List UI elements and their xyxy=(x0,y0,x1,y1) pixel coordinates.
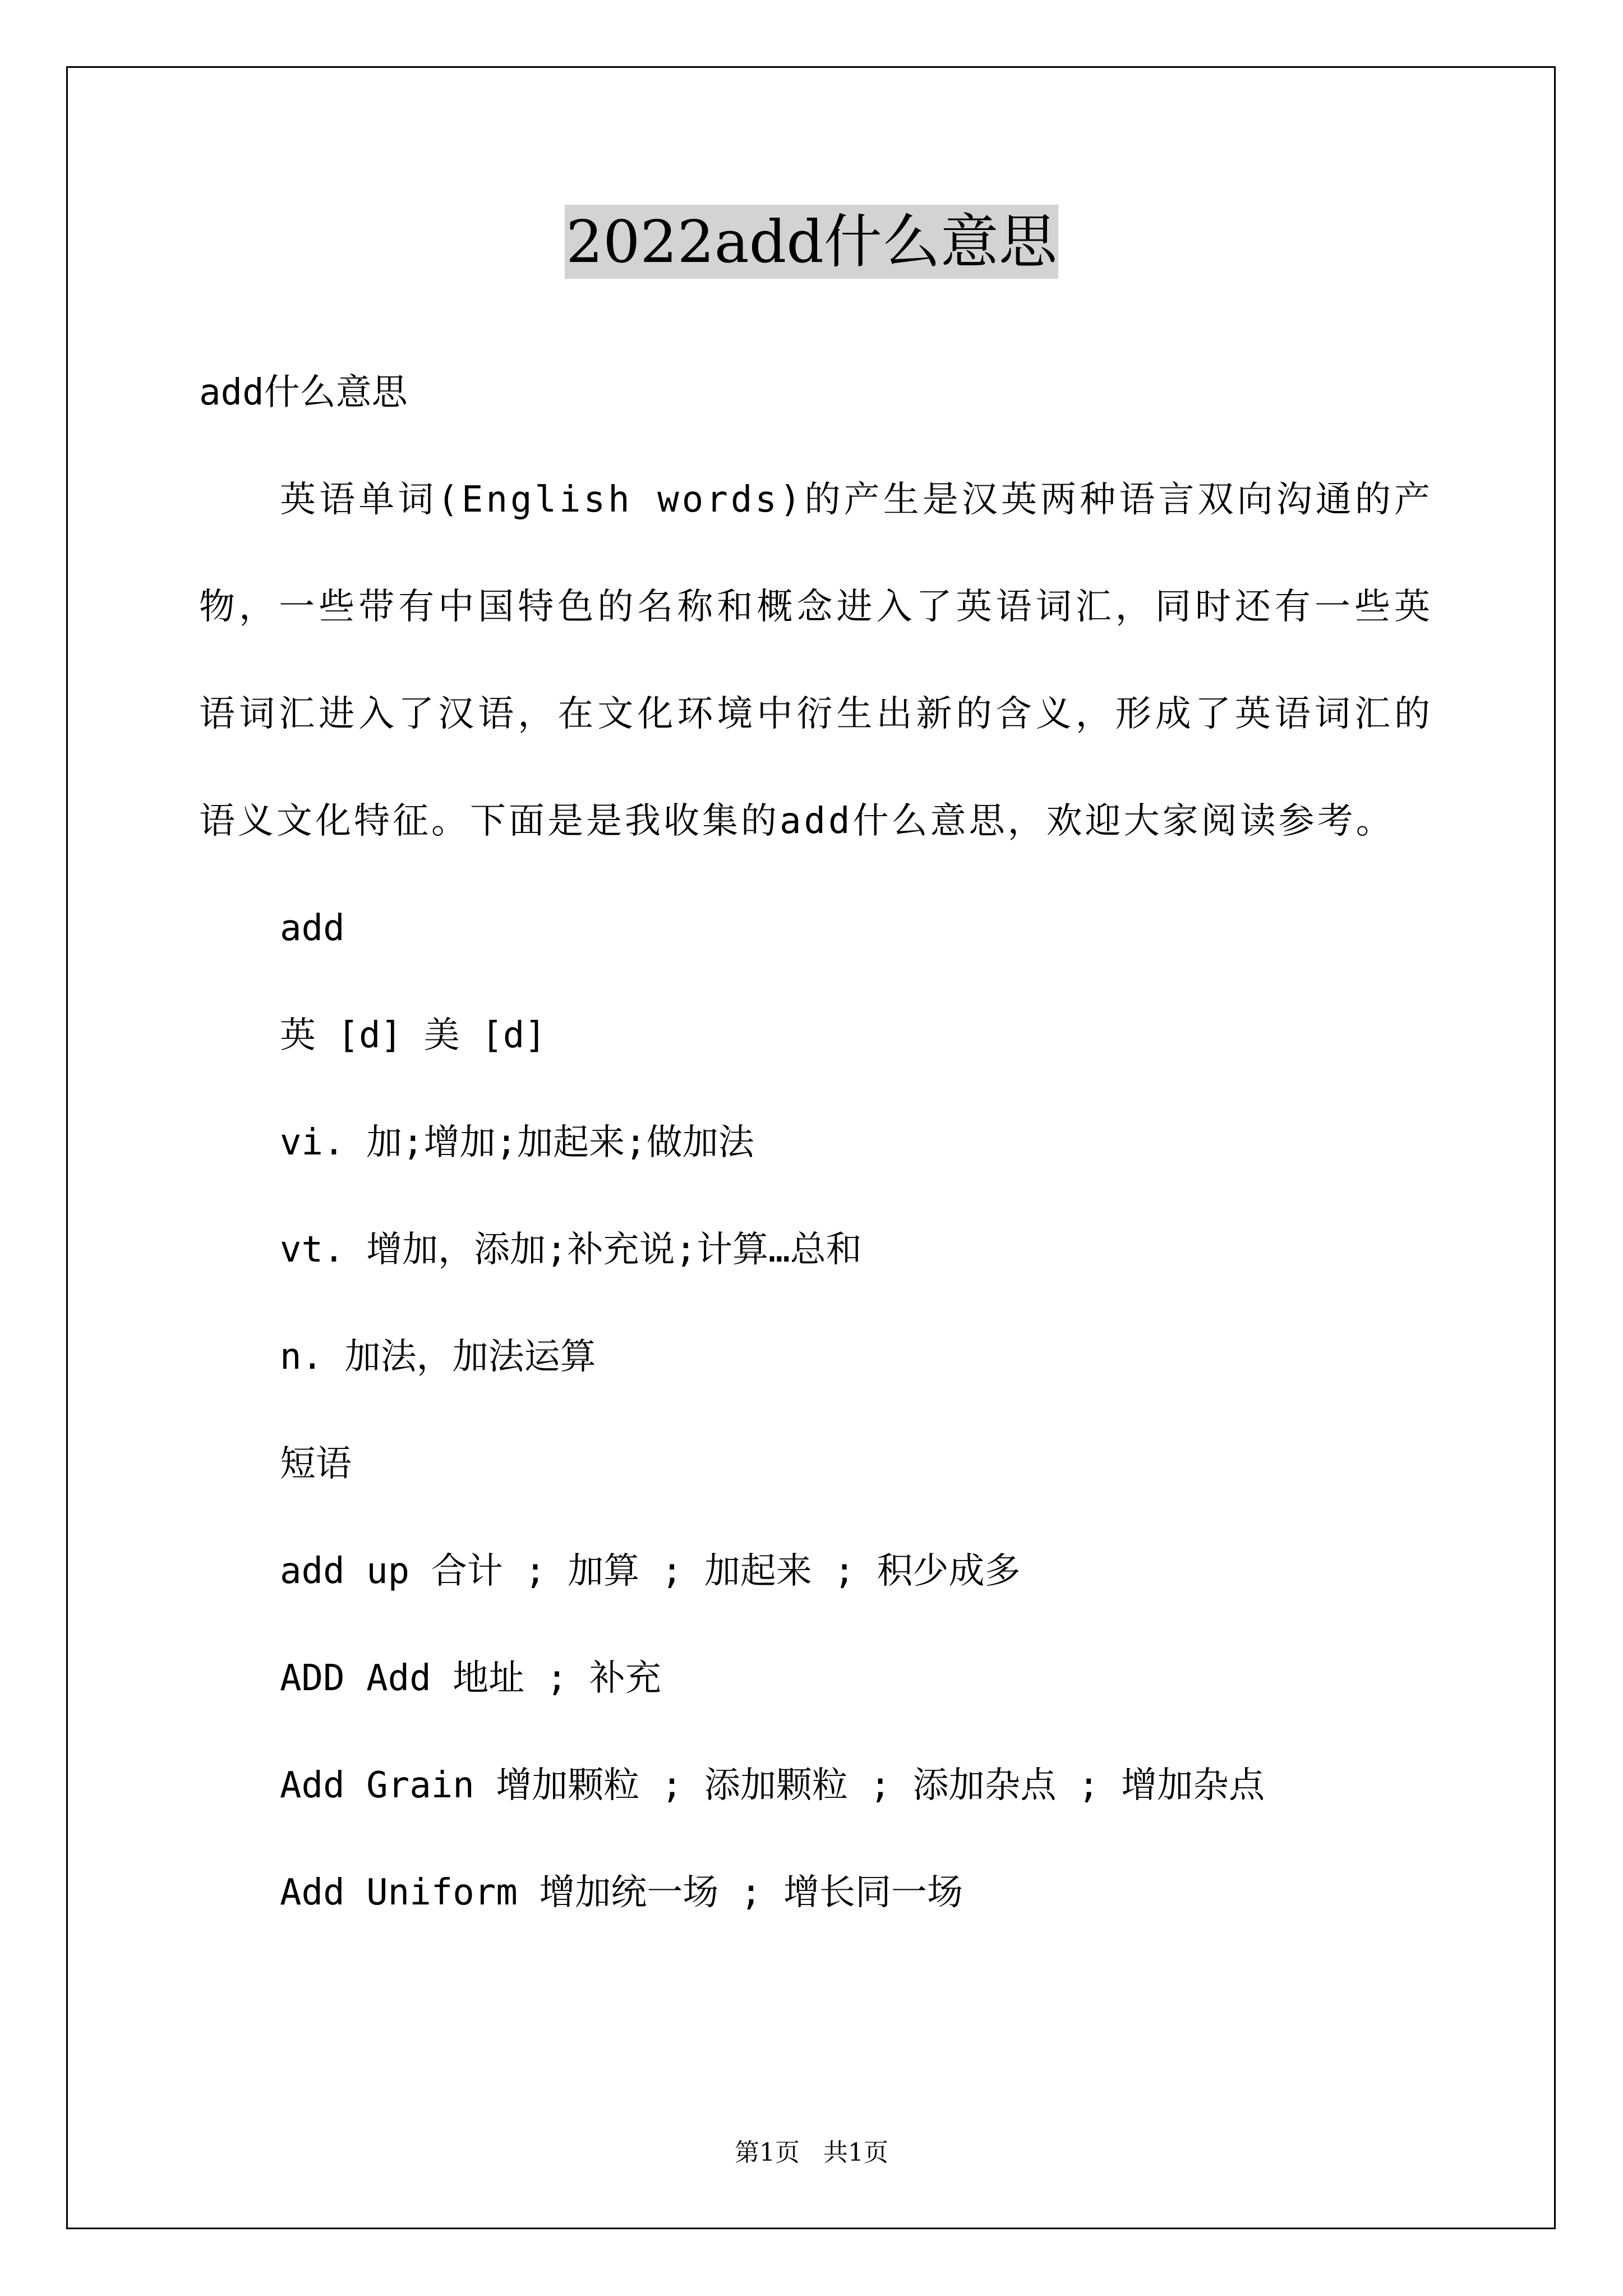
definition-vt: vt. 增加，添加;补充说;计算…总和 xyxy=(280,1229,862,1271)
phrase-item: ADD Add 地址 ; 补充 xyxy=(280,1658,661,1699)
title-container xyxy=(0,205,1623,279)
headword: add xyxy=(280,908,345,949)
page-footer: 第1页 共1页 xyxy=(735,2138,888,2167)
phrases-heading: 短语 xyxy=(280,1443,352,1485)
subtitle: add什么意思 xyxy=(199,372,408,413)
document-body xyxy=(199,339,1433,1947)
phrase-item: Add Uniform 增加统一场 ; 增长同一场 xyxy=(280,1872,963,1913)
intro-paragraph: 英语单词(English words)的产生是汉英两种语言双向沟通的产物，一些带有中国特色的名称和概念进入了英语词汇，同时还有一些英语词汇进入了汉语，在文化环境中衍生出新的含义，形成了英语词汇的语义文化特征。下面是是我收集的add什么意思，欢迎大家阅读参考。 xyxy=(199,479,1433,842)
phrase-item: Add Grain 增加颗粒 ; 添加颗粒 ; 添加杂点 ; 增加杂点 xyxy=(280,1765,1265,1806)
phrase-item: add up 合计 ; 加算 ; 加起来 ; 积少成多 xyxy=(280,1550,1021,1592)
document-title: 2022add什么意思 xyxy=(565,205,1058,279)
definition-n: n. 加法，加法运算 xyxy=(280,1336,596,1378)
pronunciation: 英 [d] 美 [d] xyxy=(280,1015,546,1056)
definition-vi: vi. 加;增加;加起来;做加法 xyxy=(280,1122,754,1163)
